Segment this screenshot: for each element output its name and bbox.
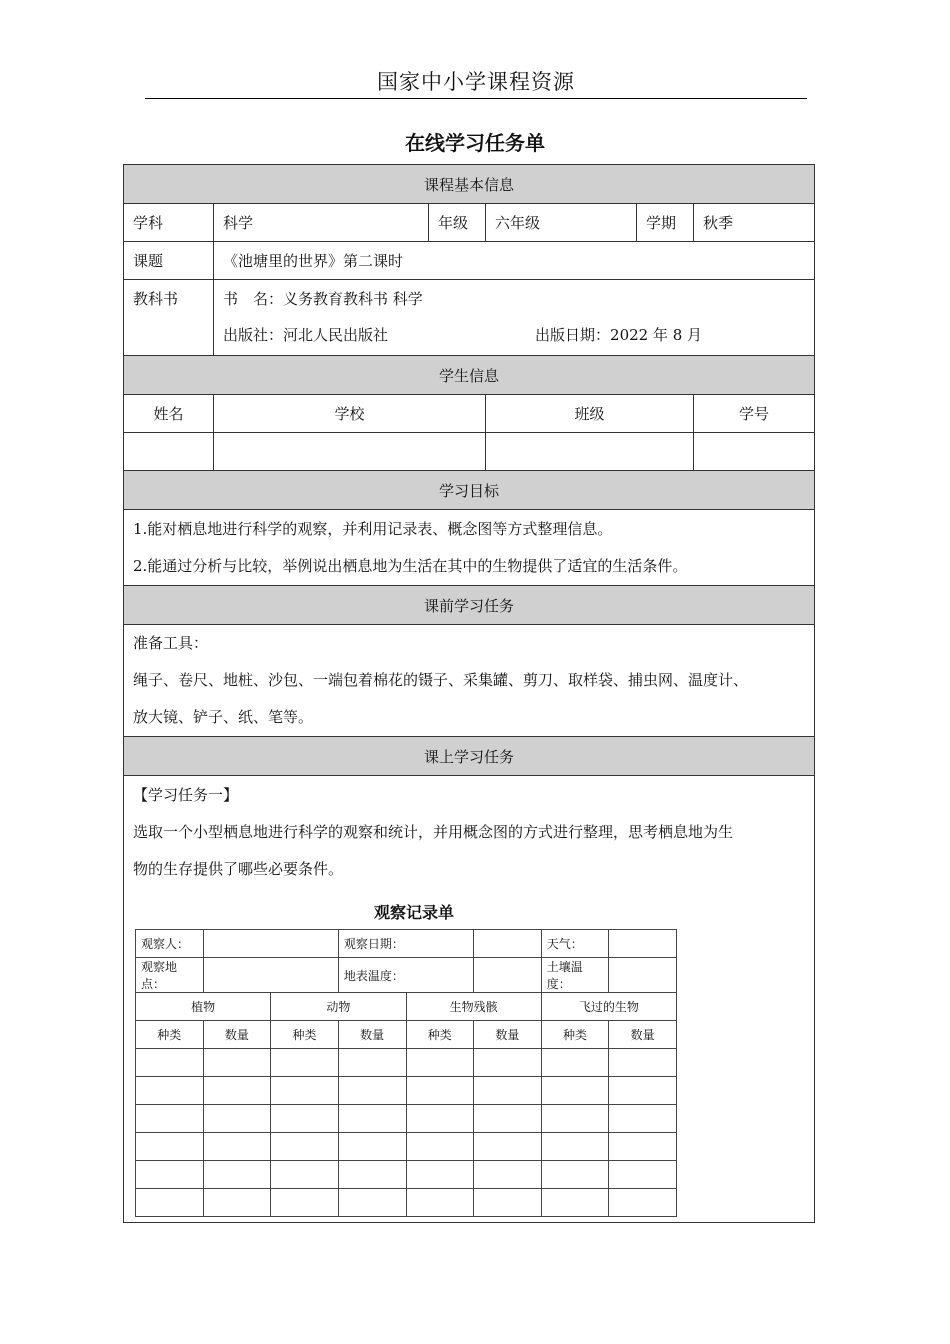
weather-field[interactable] [609,930,677,958]
qty-header: 数量 [609,1021,677,1049]
group-flying: 飞过的生物 [541,993,676,1021]
soil-temp-label: 土壤温度： [541,958,609,993]
record-cell[interactable] [338,1189,406,1217]
record-cell[interactable] [541,1049,609,1077]
record-cell[interactable] [609,1077,677,1105]
record-cell[interactable] [609,1105,677,1133]
subject-label: 学科 [124,204,214,242]
record-row [136,1105,677,1133]
record-cell[interactable] [338,1161,406,1189]
record-cell[interactable] [271,1105,339,1133]
record-cell[interactable] [271,1133,339,1161]
qty-header: 数量 [474,1021,542,1049]
record-cell[interactable] [203,1133,271,1161]
surface-temp-field[interactable] [474,958,542,993]
date-field[interactable] [474,930,542,958]
record-cell[interactable] [541,1077,609,1105]
record-cell[interactable] [136,1049,204,1077]
objective-item: 2.能通过分析与比较，举例说出栖息地为生活在其中的生物提供了适宜的生活条件。 [133,556,688,575]
grade-label: 年级 [429,204,486,242]
record-row [136,1189,677,1217]
section-pre-class-tasks: 课前学习任务 [124,586,815,625]
record-cell[interactable] [271,1189,339,1217]
observer-field[interactable] [203,930,338,958]
student-class-header: 班级 [486,395,694,433]
record-cell[interactable] [338,1049,406,1077]
record-cell[interactable] [474,1161,542,1189]
student-number-cell[interactable] [694,433,815,471]
publisher-value: 河北人民出版社 [283,326,389,344]
place-field[interactable] [203,958,338,993]
group-remains: 生物残骸 [406,993,541,1021]
term-value: 秋季 [694,204,815,242]
record-cell[interactable] [338,1133,406,1161]
record-cell[interactable] [609,1049,677,1077]
record-cell[interactable] [338,1105,406,1133]
textbook-label: 教科书 [124,280,214,356]
record-cell[interactable] [474,1189,542,1217]
record-cell[interactable] [406,1105,474,1133]
student-name-cell[interactable] [124,433,214,471]
record-cell[interactable] [203,1105,271,1133]
book-name-label: 书 名： [223,290,284,308]
document-title: 在线学习任务单 [405,131,545,155]
record-cell[interactable] [609,1161,677,1189]
weather-label: 天气： [541,930,609,958]
record-cell[interactable] [541,1189,609,1217]
group-animals: 动物 [271,993,406,1021]
task-description: 选取一个小型栖息地进行科学的观察和统计，并用概念图的方式进行整理，思考栖息地为生 [133,823,734,841]
observation-sheet-title: 观察记录单 [374,903,455,922]
group-plants: 植物 [136,993,271,1021]
task-description-cont: 物的生存提供了哪些必要条件。 [133,860,344,878]
record-cell[interactable] [406,1161,474,1189]
record-cell[interactable] [136,1133,204,1161]
section-in-class-tasks: 课上学习任务 [124,737,815,776]
section-basic-info: 课程基本信息 [124,165,815,204]
publisher-label: 出版社： [223,326,284,344]
grade-value: 六年级 [486,204,637,242]
student-class-cell[interactable] [486,433,694,471]
task-sheet-table [123,164,815,1223]
task-sheet [123,164,814,1223]
student-school-header: 学校 [214,395,486,433]
student-school-cell[interactable] [214,433,486,471]
pub-date-value: 2022 年 8 月 [610,326,703,344]
record-cell[interactable] [609,1189,677,1217]
record-cell[interactable] [474,1133,542,1161]
section-objectives: 学习目标 [124,471,815,510]
pre-class-content [124,625,815,737]
record-row [136,1077,677,1105]
header-rule [145,98,807,99]
tools-label: 准备工具： [133,634,209,652]
record-cell[interactable] [541,1133,609,1161]
observation-sheet-table [135,929,677,1217]
surface-temp-label: 地表温度： [338,958,473,993]
publisher-row [223,317,805,353]
subject-value: 科学 [214,204,429,242]
record-cell[interactable] [609,1133,677,1161]
record-row [136,1049,677,1077]
record-row [136,1161,677,1189]
section-student-info: 学生信息 [124,356,815,395]
qty-header: 数量 [203,1021,271,1049]
record-cell[interactable] [136,1077,204,1105]
book-name-row [223,281,805,317]
term-label: 学期 [637,204,694,242]
record-cell[interactable] [203,1049,271,1077]
date-label: 观察日期： [338,930,473,958]
record-cell[interactable] [203,1161,271,1189]
kind-header: 种类 [271,1021,339,1049]
objectives-list [124,510,815,586]
pub-date-label: 出版日期： [535,326,611,344]
record-cell[interactable] [541,1161,609,1189]
topic-value: 《池塘里的世界》第二课时 [214,242,815,280]
soil-temp-field[interactable] [609,958,677,993]
observer-label: 观察人： [136,930,204,958]
in-class-content [124,776,815,1223]
place-label: 观察地点： [136,958,204,993]
tools-line: 绳子、卷尺、地桩、沙包、一端包着棉花的镊子、采集罐、剪刀、取样袋、捕虫网、温度计、 [133,671,749,689]
kind-header: 种类 [406,1021,474,1049]
record-cell[interactable] [136,1105,204,1133]
textbook-info [214,280,815,356]
record-cell[interactable] [406,1049,474,1077]
record-cell[interactable] [271,1077,339,1105]
record-cell[interactable] [474,1105,542,1133]
record-row [136,1133,677,1161]
record-cell[interactable] [271,1049,339,1077]
kind-header: 种类 [136,1021,204,1049]
record-cell[interactable] [474,1049,542,1077]
tools-line: 放大镜、铲子、纸、笔等。 [133,708,314,726]
record-cell[interactable] [474,1077,542,1105]
record-cell[interactable] [203,1077,271,1105]
page-header: 国家中小学课程资源 [377,70,575,94]
record-cell[interactable] [406,1189,474,1217]
objective-item: 1.能对栖息地进行科学的观察，并利用记录表、概念图等方式整理信息。 [133,519,613,538]
record-cell[interactable] [203,1189,271,1217]
kind-header: 种类 [541,1021,609,1049]
student-number-header: 学号 [694,395,815,433]
record-cell[interactable] [271,1161,339,1189]
record-cell[interactable] [541,1105,609,1133]
record-cell[interactable] [406,1077,474,1105]
topic-label: 课题 [124,242,214,280]
record-cell[interactable] [136,1161,204,1189]
task-title: 【学习任务一】 [133,786,239,804]
student-name-header: 姓名 [124,395,214,433]
record-cell[interactable] [136,1189,204,1217]
book-name-value: 义务教育教科书 科学 [283,290,423,308]
record-cell[interactable] [338,1077,406,1105]
record-cell[interactable] [406,1133,474,1161]
qty-header: 数量 [338,1021,406,1049]
